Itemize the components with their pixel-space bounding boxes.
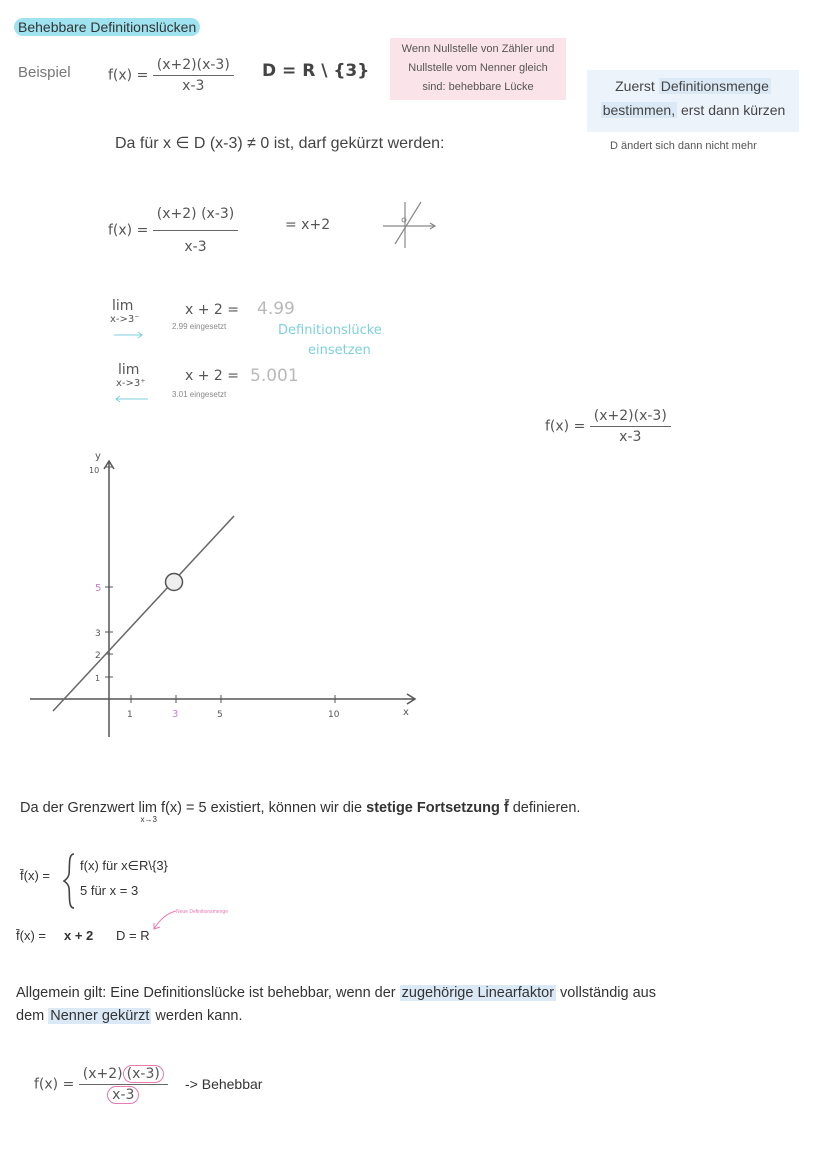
piecewise-case-1: f(x) für x∈R\{3}: [80, 858, 168, 873]
x-axis-label: x: [403, 707, 409, 718]
bottom-fraction: $\frac{(x+2) (x-3)}{x-3}$: [79, 1066, 168, 1103]
y-tick-label: 3: [95, 629, 101, 639]
limit-annotation-2: einsetzen: [308, 343, 371, 358]
function-graph: [25, 445, 425, 745]
limit-left-lim: lim: [112, 298, 134, 314]
limit-inline: lim x→3: [138, 800, 157, 824]
y-tick-label: 10: [89, 466, 100, 475]
pink-note: [390, 38, 566, 100]
y-axis-label: y: [95, 451, 101, 462]
limit-left-note: 2.99 eingesetzt: [172, 322, 227, 331]
left-approach-arrow-icon: [112, 330, 148, 344]
final-rhs: x + 2: [64, 928, 94, 943]
cancel-formula: f(x) = $\frac{(x+2) (x-3)}{x-3}$: [108, 206, 238, 255]
page-title: Behebbare Definitionslücken: [14, 19, 200, 35]
bottom-arrow-text: -> Behebbar: [185, 1076, 263, 1092]
right-approach-arrow-icon: [112, 394, 152, 414]
blue-note: [587, 70, 799, 132]
general-statement: [16, 982, 656, 1028]
limit-left-sub: x->3⁻: [110, 314, 140, 325]
example-numerator: (x+2)(x-3): [153, 57, 234, 76]
limit-right-lim: lim: [118, 362, 140, 378]
example-denominator: x-3: [182, 78, 205, 94]
x-tick-label: 10: [328, 710, 340, 720]
blue-note-line-2: bestimmen, erst dann kürzen: [602, 102, 786, 118]
example-domain: D = R \ {3}: [262, 61, 370, 81]
function-line: [53, 516, 234, 711]
example-fraction: [153, 57, 234, 94]
blue-note-line-1: Zuerst Definitionsmenge: [615, 78, 769, 94]
example-fx: f(x) =: [108, 67, 149, 84]
limit-right-sub: x->3⁺: [116, 378, 146, 389]
limit-right-note: 3.01 eingesetzt: [172, 390, 227, 399]
limit-left-value: 4.99: [257, 299, 295, 319]
y-tick-label: 1: [95, 674, 101, 683]
piecewise-lhs: f̄(x) =: [20, 868, 50, 883]
final-lhs: f̄(x) =: [16, 928, 46, 943]
cancel-result: = x+2: [285, 217, 331, 233]
condition-line: Da für x ∈ D (x-3) ≠ 0 ist, darf gekürzt werden:: [115, 135, 445, 152]
final-note: Neue Definitionsmenge: [176, 909, 228, 915]
pink-note-line: sind: behebbare Lücke: [422, 81, 534, 93]
curly-brace-icon: [62, 852, 78, 910]
hole-marker: [166, 574, 183, 591]
mini-graph-icon: [375, 196, 441, 250]
piecewise-case-2: 5 für x = 3: [80, 883, 139, 898]
cancel-fraction: $\frac{(x+2) (x-3)}{x-3}$: [153, 206, 238, 255]
x-tick-label: 1: [127, 710, 133, 720]
final-domain: D = R: [116, 928, 150, 943]
limit-right-expr: x + 2 =: [185, 368, 240, 384]
d-note: D ändert sich dann nicht mehr: [610, 140, 757, 152]
limit-right-value: 5.001: [250, 366, 299, 386]
general-line-1: Allgemein gilt: Eine Definitionslücke ist behebbar, wenn der zugehörige Linearfaktor vollständig aus: [16, 985, 656, 1001]
limit-left-expr: x + 2 =: [185, 302, 240, 318]
right-formula: f(x) = $\frac{(x+2)(x-3)}{x-3}$: [545, 408, 671, 445]
x-tick-label: 3: [172, 709, 179, 720]
bottom-formula: f(x) = $\frac{(x+2) (x-3)}{x-3}$: [34, 1066, 168, 1103]
y-tick-label: 2: [95, 651, 101, 661]
limit-annotation-1: Definitionslücke: [278, 323, 382, 338]
example-formula: [108, 57, 234, 94]
continuation-sentence: Da der Grenzwert lim x→3 f(x) = 5 existiert, können wir die stetige Fortsetzung f̄ definieren.: [20, 800, 581, 824]
y-tick-label: 5: [95, 583, 102, 594]
right-fraction: $\frac{(x+2)(x-3)}{x-3}$: [590, 408, 671, 445]
pink-note-line: Nullstelle vom Nenner gleich: [408, 62, 548, 74]
beispiel-label: Beispiel: [18, 64, 71, 81]
pink-note-line: Wenn Nullstelle von Zähler und: [401, 43, 555, 55]
x-tick-label: 5: [217, 710, 223, 720]
general-line-2: dem Nenner gekürzt werden kann.: [16, 1008, 243, 1024]
